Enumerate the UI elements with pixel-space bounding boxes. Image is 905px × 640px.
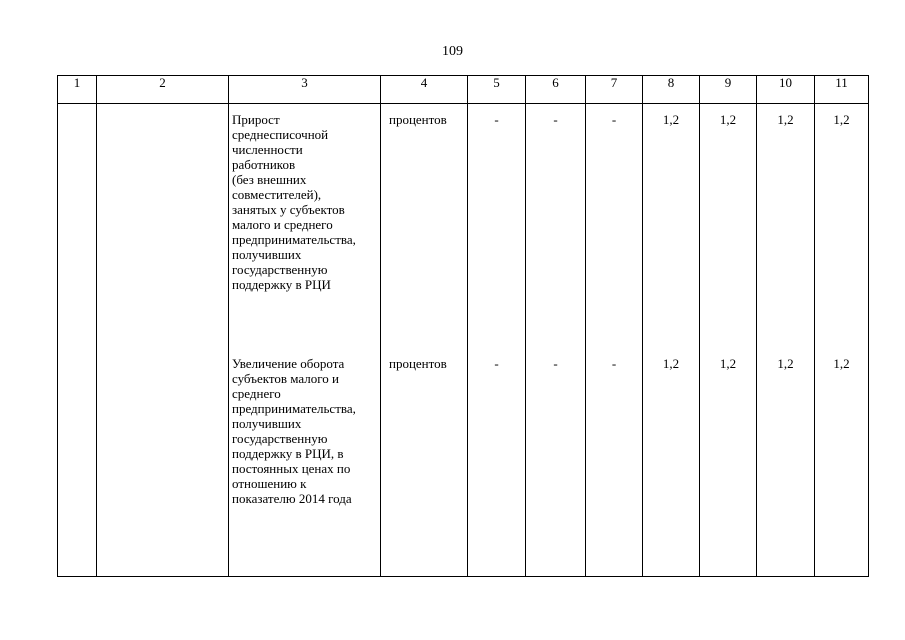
value-cell: - — [586, 104, 643, 348]
value-cell: - — [526, 348, 586, 577]
header-cell: 9 — [700, 76, 757, 104]
value-cell: 1,2 — [700, 348, 757, 577]
header-cell: 3 — [229, 76, 381, 104]
indicator-name: Прирост среднесписочной численности работников (без внешних совместителей), занятых у субъектов малого и среднего предпринимательства, получивших государственную поддержку в РЦИ — [229, 104, 381, 348]
header-cell: 8 — [643, 76, 700, 104]
table-row — [58, 348, 869, 577]
value-cell: - — [586, 348, 643, 577]
value-cell: - — [468, 348, 526, 577]
row-cell-number — [58, 104, 97, 348]
value-cell: 1,2 — [815, 348, 869, 577]
table-row — [58, 104, 869, 348]
page-number: 109 — [442, 44, 463, 59]
header-cell: 4 — [381, 76, 468, 104]
value-cell: 1,2 — [700, 104, 757, 348]
indicators-table — [57, 75, 869, 577]
unit-cell: процентов — [381, 348, 468, 577]
indicator-name: Увеличение оборота субъектов малого и среднего предпринимательства, получивших государственную поддержку в РЦИ, в постоянных ценах по отношению к показателю 2014 года — [229, 348, 381, 577]
value-cell: 1,2 — [815, 104, 869, 348]
header-cell: 1 — [58, 76, 97, 104]
row-cell-number — [58, 348, 97, 577]
value-cell: 1,2 — [757, 104, 815, 348]
unit-cell: процентов — [381, 104, 468, 348]
row-cell-program — [97, 104, 229, 348]
row-cell-program — [97, 348, 229, 577]
header-cell: 2 — [97, 76, 229, 104]
value-cell: 1,2 — [757, 348, 815, 577]
header-cell: 5 — [468, 76, 526, 104]
header-cell: 10 — [757, 76, 815, 104]
header-cell: 11 — [815, 76, 869, 104]
value-cell: 1,2 — [643, 104, 700, 348]
value-cell: - — [526, 104, 586, 348]
header-row — [58, 76, 869, 104]
value-cell: - — [468, 104, 526, 348]
value-cell: 1,2 — [643, 348, 700, 577]
header-cell: 6 — [526, 76, 586, 104]
header-cell: 7 — [586, 76, 643, 104]
